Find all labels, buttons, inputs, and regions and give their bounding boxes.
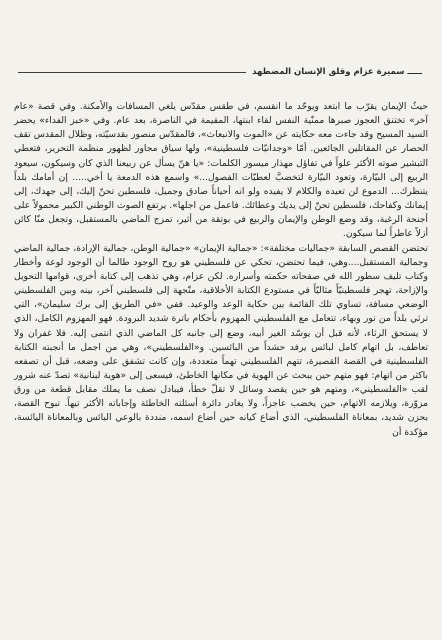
- running-title: ـــــ سميرة عزام وقلق الإنسان المضطهد: [246, 66, 422, 78]
- header-rule: [18, 72, 278, 73]
- paragraph-2: تحتضن القصص السابقة «جماليات مختلفة»: «جمالية الإيمان» «جمالية الوطن، جمالية الإرادة، جمالية الماضي وجمالية المستقبل....وهي، فيما تحتضن، تحكي عن فلسطيني هو روح الوجود طالما أن الوجود لوعة وأخطار وكتاب تليف سطور الله في صفحاته حكمته وأسراره. لكن عزام، وهي تذهب إلى كتابة أخرى، قوامها التحويل والإزاحة، تهجر فلسطينيّاً مثاليّاً في مستودع الكتابة الأخلاقية، متّجهة إلى فلسطيني آخر، بينه وبين الفلسطيني الوضعي مسافة، تساوي تلك القائمة بين حكاية الوعد والوعيد. ففي «في الطريق إلى برك سليمان»، التي ترثي بلداً من نور وبهاء، تتعامل مع الفلسطيني المهزوم بأحكام باترة شديد البرودة. فهو المهزوم الكامل، الذي لا يستحق الرثاء، لأنه قبل أن يوسّد الغير أبيه، وضع إلى جانبه كل الماضي الذي انتمى إليه. فلا غفران ولا تعاطف، بل اتهام كامل لبائس يرفد حشداً من البائسين. و«الفلسطيني»، وهي من اجمل ما أنجبته الكتابة الفلسطينية في القصة القصيرة، تتهم الفلسطيني تهماً متعددة، وإن كانت تشفق على وضعه، قبل أن تصفعه باكثر من اتهام: فهو متهم حين يبحث عن الهوية في مكانها الخاطئ، فيسعى إلى «هوية لبنانية» تصدّ عنه شرور لقب «الفلسطيني»، ومتهم هو حين يقصد وسائل لا تقلّ خطأ، فيبادل نصف ما يملك مقابل قطعة من ورق مزوّرة، ويلازمه الاتهام، حين يخضب عاجزاً، ولا يغادر دائرة أسئلته الخاطئة وإجاباته الأكثر تيهاً. تبوح القصة، بحزن شديد، بمعاناة الفلسطيني، الذي أضاع كيانه حين أضاع اسمه، منددة بالوعي البائس وبالمعاناة اليائسة، مؤكدة أن: [14, 242, 428, 438]
- body-text: [14, 100, 428, 440]
- running-header: [14, 66, 428, 80]
- paragraph-1: حيثُ الإيمان يقرّب ما ابتعد ويوحّد ما انقسم، في طقس مقدّس يلغي المسافات والأمكنة. وفي قصة «عام آخر» تختنق العجوز صبرها ممنّية النفس لقاء ابنتها، المقيمة في الناصرة، بعد عام. وفي «خبز الفداء» يحضر السيد المسيح وقد جاءت معه حكايته عن «الموت والانبعاث»، فالمقدّس منصور بقدسيّته، وظلال المقدس تقف الحصار عن المقاتلين الجائعين. أمّا «وجدانيّات فلسطينية»، ولها سياق مجاور لظهور منظمة التحرير، فتعطي التبشير صوته الأكثر علواً في تفاؤل مهذار ميسور الكلمات: «يا هنّ يسأل عن ربيعنا الذي كان وسيكون، سيعود الربيع إلى البيّارة، وتعود البيّارة لتخضبَّ لعطيّات الفصول...» واسمع هذه الدمعة يا أخي..... إن أمامك بلداً يتنظرك... الدموع لن تعيده والكلام لا يفيده ولو انه أحياناً صادق وجميل، فلسطين تحنّ إليك، إلى جهدك، إلى إيمانك وكفاحك، فلسطين تحنّ إلى يديك وعطائك. فاعمل من اجلها». يرتفع الصوت الوطني الكبير محمولاً على أجنحة الرغبة، وقد وضع الوطن والإيمان والربيع في بوتقة من أثير، تمزج الماضي بالمستقبل، وتجعل منّا كائن أزلاً عاطراً لما سيكون.: [14, 101, 428, 240]
